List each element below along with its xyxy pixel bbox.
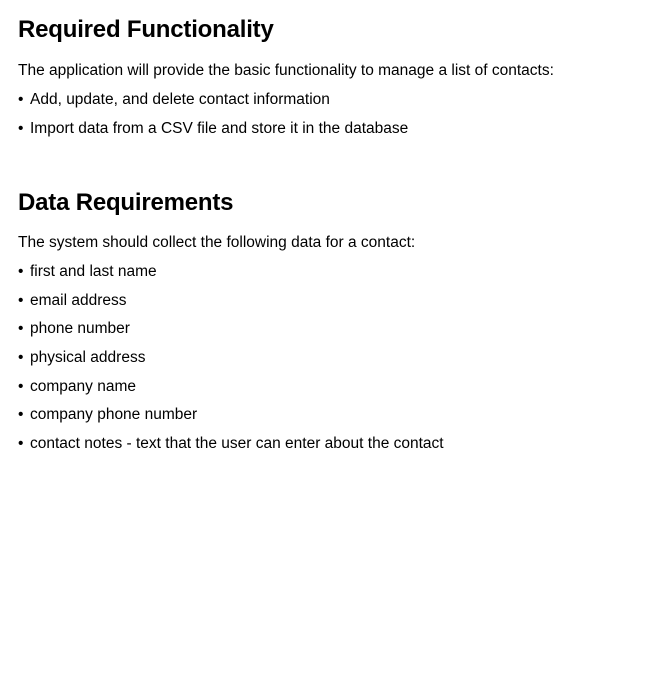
bullet-icon: • (18, 320, 24, 338)
bullet-list-required-functionality (18, 92, 408, 149)
list-item (18, 436, 444, 465)
bullet-icon: • (18, 91, 24, 108)
section-intro-required-functionality: The application will provide the basic functionality to manage a list of contacts: (18, 62, 554, 79)
bullet-icon: • (18, 435, 24, 453)
list-item (18, 92, 408, 121)
bullet-icon: • (18, 406, 24, 424)
list-item-text: contact notes - text that the user can enter about the contact (30, 435, 444, 453)
bullet-icon: • (18, 119, 24, 137)
list-item (18, 321, 444, 350)
list-item (18, 379, 444, 408)
list-item-text: Add, update, and delete contact information (30, 91, 330, 108)
section-heading-data-requirements: Data Requirements (18, 189, 234, 216)
bullet-icon: • (18, 349, 24, 367)
section-heading-required-functionality: Required Functionality (18, 16, 274, 43)
section-intro-data-requirements: The system should collect the following data for a contact: (18, 234, 416, 251)
list-item-text: phone number (30, 320, 130, 338)
list-item (18, 407, 444, 436)
list-item (18, 121, 408, 150)
bullet-icon: • (18, 291, 24, 309)
bullet-list-data-requirements (18, 264, 444, 465)
bullet-icon: • (18, 263, 24, 280)
list-item-text: first and last name (30, 263, 157, 280)
list-item-text: email address (30, 291, 127, 309)
bullet-icon: • (18, 377, 24, 395)
list-item (18, 350, 444, 379)
list-item-text: company name (30, 377, 136, 395)
list-item-text: physical address (30, 349, 146, 367)
list-item-text: company phone number (30, 406, 198, 424)
list-item (18, 293, 444, 322)
list-item (18, 264, 444, 293)
list-item-text: Import data from a CSV file and store it in the database (30, 119, 409, 137)
